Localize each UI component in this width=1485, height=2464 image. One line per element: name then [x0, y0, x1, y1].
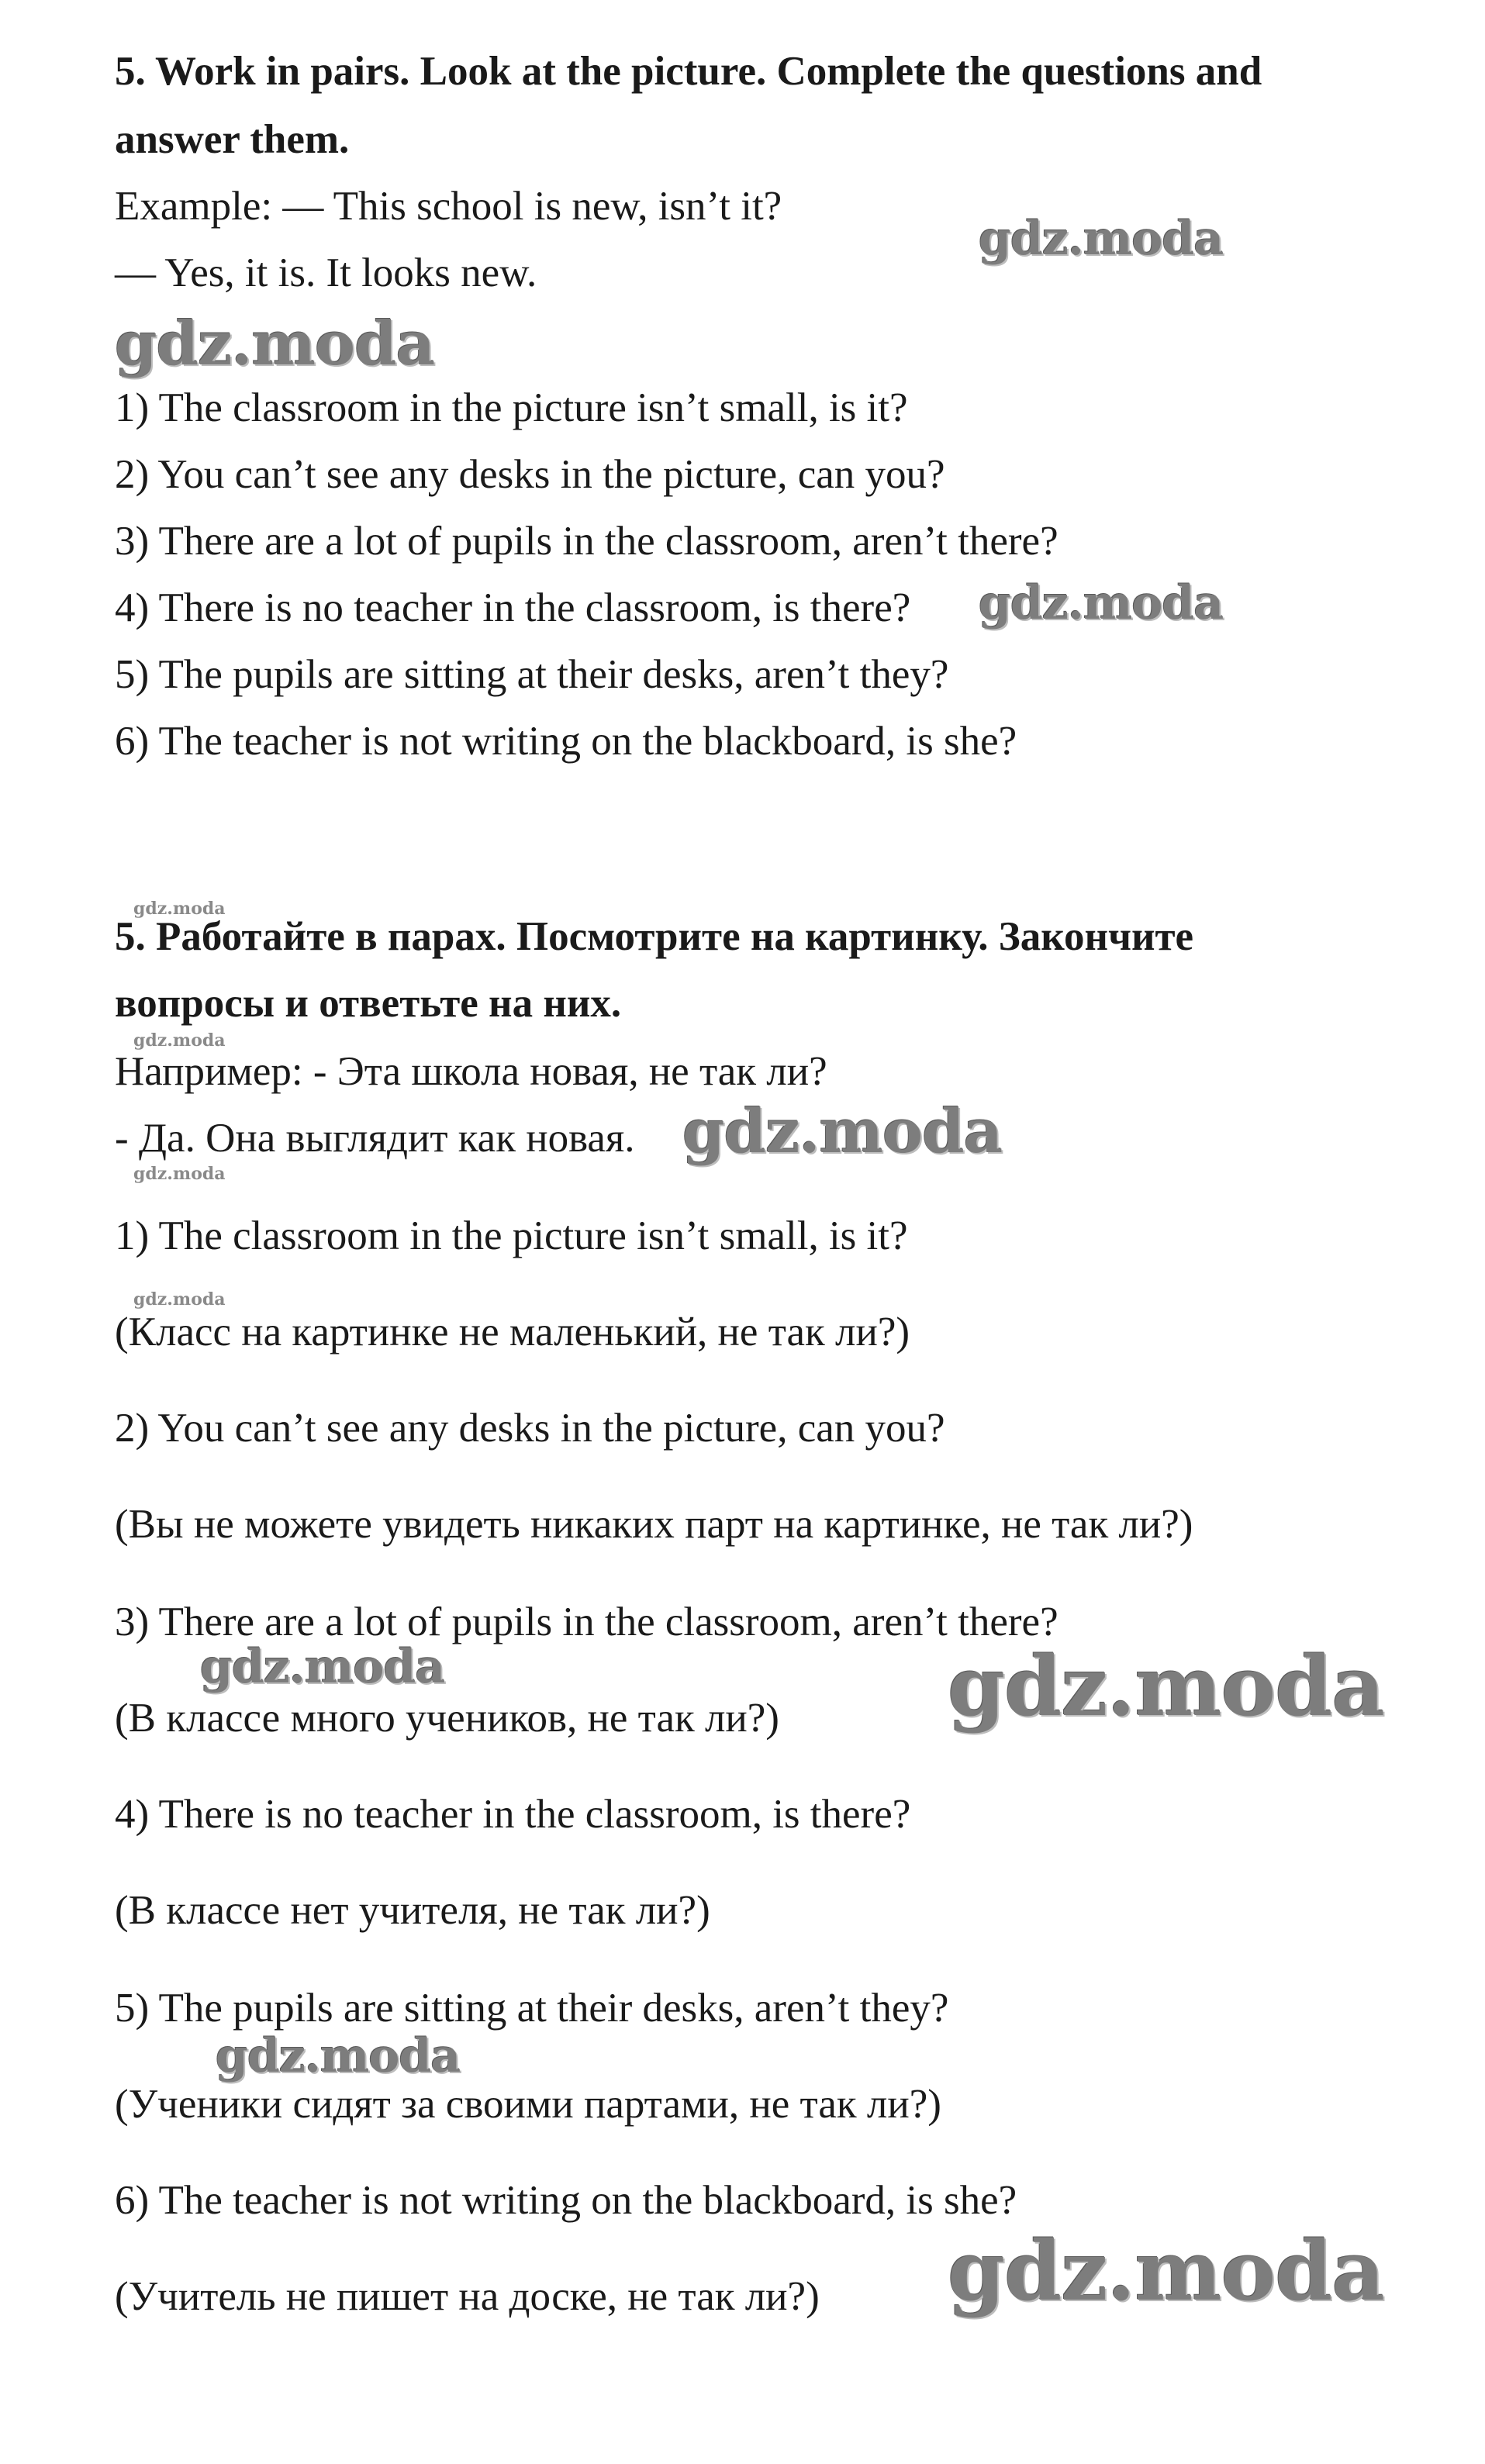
translation-2: (Вы не можете увидеть никаких парт на картинке, не так ли?): [115, 1502, 1193, 1547]
question-6: 6) The teacher is not writing on the blackboard, is she?: [115, 2178, 1017, 2223]
watermark: gdz.moda: [115, 309, 435, 379]
question-1: 1) The classroom in the picture isn’t small, is it?: [115, 1213, 908, 1258]
question-2: 2) You can’t see any desks in the picture, can you?: [115, 1406, 945, 1451]
translation-3: (В классе много учеников, не так ли?): [115, 1696, 779, 1741]
translation-1: (Класс на картинке не маленький, не так ли?): [115, 1310, 910, 1355]
watermark: gdz.moda: [979, 212, 1224, 266]
exercise-title-en-line1: 5. Work in pairs. Look at the picture. Complete the questions and: [115, 49, 1262, 94]
translation-5: (Ученики сидят за своими партами, не так ли?): [115, 2082, 941, 2127]
question-en-6: 6) The teacher is not writing on the blackboard, is she?: [115, 719, 1017, 764]
question-en-4: 4) There is no teacher in the classroom, is there?: [115, 585, 911, 630]
question-5: 5) The pupils are sitting at their desks, aren’t they?: [115, 1986, 949, 2031]
example-answer-ru: - Да. Она выглядит как новая.: [115, 1116, 635, 1161]
watermark: gdz.moda: [133, 1030, 226, 1051]
translation-4: (В классе нет учителя, не так ли?): [115, 1888, 710, 1933]
question-en-3: 3) There are a lot of pupils in the classroom, aren’t there?: [115, 519, 1058, 564]
watermark: gdz.moda: [133, 899, 226, 919]
watermark: gdz.moda: [979, 576, 1224, 630]
question-en-5: 5) The pupils are sitting at their desks, aren’t they?: [115, 652, 949, 697]
exercise-title-ru-line2: вопросы и ответьте на них.: [115, 981, 622, 1026]
example-answer-en: — Yes, it is. It looks new.: [115, 250, 537, 295]
example-question-ru: Например: - Эта школа новая, не так ли?: [115, 1049, 827, 1094]
question-en-2: 2) You can’t see any desks in the picture, can you?: [115, 452, 945, 497]
question-4: 4) There is no teacher in the classroom, is there?: [115, 1792, 911, 1837]
question-3: 3) There are a lot of pupils in the classroom, aren’t there?: [115, 1600, 1058, 1644]
question-en-1: 1) The classroom in the picture isn’t small, is it?: [115, 385, 908, 430]
exercise-title-en-line2: answer them.: [115, 117, 350, 162]
watermark: gdz.moda: [948, 1637, 1384, 1734]
watermark: gdz.moda: [216, 2029, 461, 2083]
watermark: gdz.moda: [948, 2222, 1384, 2319]
example-question-en: Example: — This school is new, isn’t it?: [115, 184, 782, 229]
watermark: gdz.moda: [133, 1164, 226, 1184]
exercise-title-ru-line1: 5. Работайте в парах. Посмотрите на картинку. Закончите: [115, 914, 1194, 959]
watermark: gdz.moda: [200, 1640, 445, 1694]
translation-6: (Учитель не пишет на доске, не так ли?): [115, 2274, 820, 2319]
watermark: gdz.moda: [682, 1096, 1003, 1167]
watermark: gdz.moda: [133, 1289, 226, 1310]
